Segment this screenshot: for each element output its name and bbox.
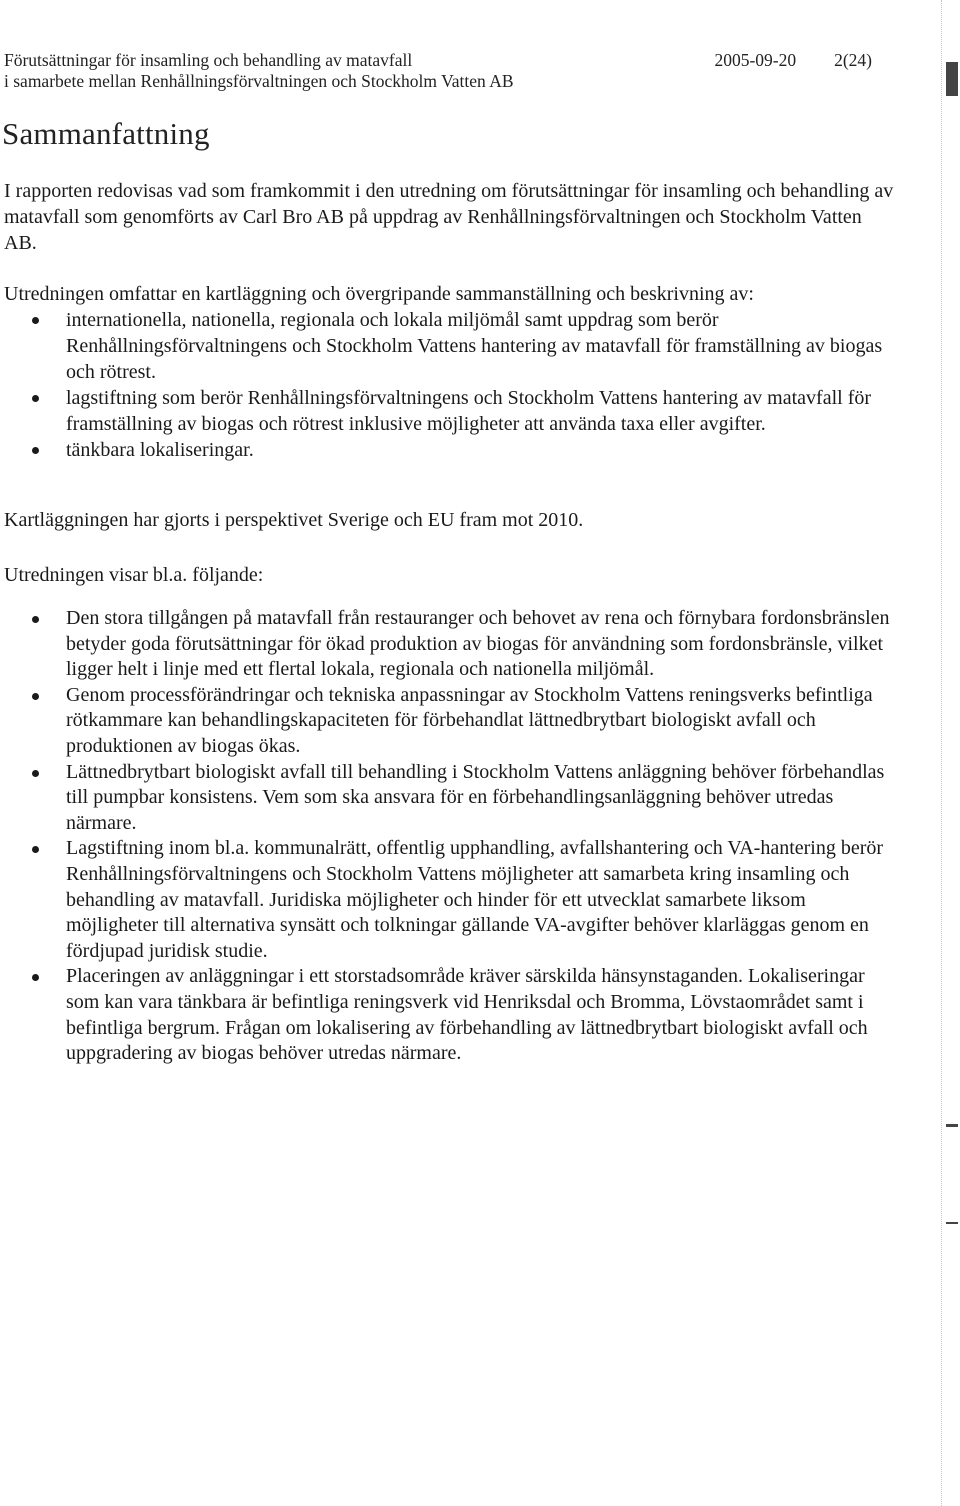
findings-list <box>0 606 900 1067</box>
bullet-icon <box>32 693 39 700</box>
list-item-text: Lagstiftning inom bl.a. kommunalrätt, offentlig upphandling, avfallshantering och VA-hantering berör Renhållningsförvaltningens och Stockholm Vattens möjligheter att samarbeta kring insamling och behandling av matavfall. Juridiska möjligheter och hinder för ett utvecklat samarbete liksom möjligheter till alternativa synsätt och tolkningar gällande VA-avgifter behöver klarläggas genom en fördjupad juridisk studie. <box>66 837 884 962</box>
scope-list <box>0 307 900 463</box>
header-report-title: Förutsättningar för insamling och behandling av matavfall <box>4 50 413 70</box>
list-item-text: Lättnedbrytbart biologiskt avfall till behandling i Stockholm Vattens anläggning behöver förbehandlas till pumpbar konsistens. Vem som ska ansvara för en förbehandlingsanläggning behöver utredas närmare. <box>66 760 885 834</box>
coverage-paragraph: Kartläggningen har gjorts i perspektivet Sverige och EU fram mot 2010. <box>4 509 584 531</box>
list-item <box>0 606 900 683</box>
bullet-icon <box>32 317 39 324</box>
bullet-icon <box>32 447 39 454</box>
list-item <box>0 385 900 437</box>
section-title: Sammanfattning <box>2 116 210 151</box>
bullet-icon <box>32 395 39 402</box>
page-number: 2(24) <box>834 50 872 70</box>
scan-edge-artifact <box>941 0 960 1506</box>
header-report-subtitle: i samarbete mellan Renhållningsförvaltningen och Stockholm Vatten AB <box>4 71 514 91</box>
bullet-icon <box>32 974 39 981</box>
list-item <box>0 964 900 1066</box>
scope-lead-paragraph: Utredningen omfattar en kartläggning och övergripande sammanställning och beskrivning av: <box>4 283 754 305</box>
list-item-text: internationella, nationella, regionala och lokala miljömål samt uppdrag som berör Renhållningsförvaltningens och Stockholm Vattens hantering av matavfall för framställning av biogas och rötrest. <box>66 309 883 383</box>
intro-paragraph: I rapporten redovisas vad som framkommit i den utredning om förutsättningar för insamling och behandling av matavfall som genomförts av Carl Bro AB på uppdrag av Renhållningsförvaltningen och Stockholm Vatten AB. <box>4 180 894 254</box>
list-item <box>0 836 900 964</box>
list-item-text: Genom processförändringar och tekniska anpassningar av Stockholm Vattens reningsverks befintliga rötkammare kan behandlingskapaciteten för förbehandlat lättnedbrytbart biologiskt avfall och produktionen av biogas ökas. <box>66 683 873 757</box>
bullet-icon <box>32 616 39 623</box>
page-header <box>4 50 884 92</box>
bullet-icon <box>32 846 39 853</box>
header-meta <box>714 50 872 71</box>
list-item <box>0 760 900 837</box>
list-item-text: Den stora tillgången på matavfall från restauranger och behovet av rena och förnybara fordonsbränslen betyder goda förutsättningar för ökad produktion av biogas för användning som fordonsbränsle, vilket ligger helt i linje med ett flertal lokala, regionala och nationella miljömål. <box>66 607 890 681</box>
list-item-text: Placeringen av anläggningar i ett storstadsområde kräver särskilda hänsynstaganden. Lokaliseringar som kan vara tänkbara är befintliga reningsverk vid Henriksdal och Bromma, Lövstaområdet samt i befintliga bergrum. Frågan om lokalisering av förbehandling av lättnedbrytbart biologiskt avfall och uppgradering av biogas behöver utredas närmare. <box>66 965 868 1065</box>
list-item <box>0 437 900 463</box>
scan-mark <box>946 62 958 96</box>
list-item <box>0 307 900 385</box>
scan-mark <box>946 1222 958 1224</box>
list-item <box>0 683 900 760</box>
bullet-icon <box>32 770 39 777</box>
scan-mark <box>946 1124 958 1127</box>
header-date: 2005-09-20 <box>714 50 797 70</box>
list-item-text: lagstiftning som berör Renhållningsförvaltningens och Stockholm Vattens hantering av matavfall för framställning av biogas och rötrest inklusive möjligheter att använda taxa eller avgifter. <box>66 387 872 435</box>
list-item-text: tänkbara lokaliseringar. <box>66 439 254 461</box>
findings-lead-paragraph: Utredningen visar bl.a. följande: <box>4 564 264 586</box>
